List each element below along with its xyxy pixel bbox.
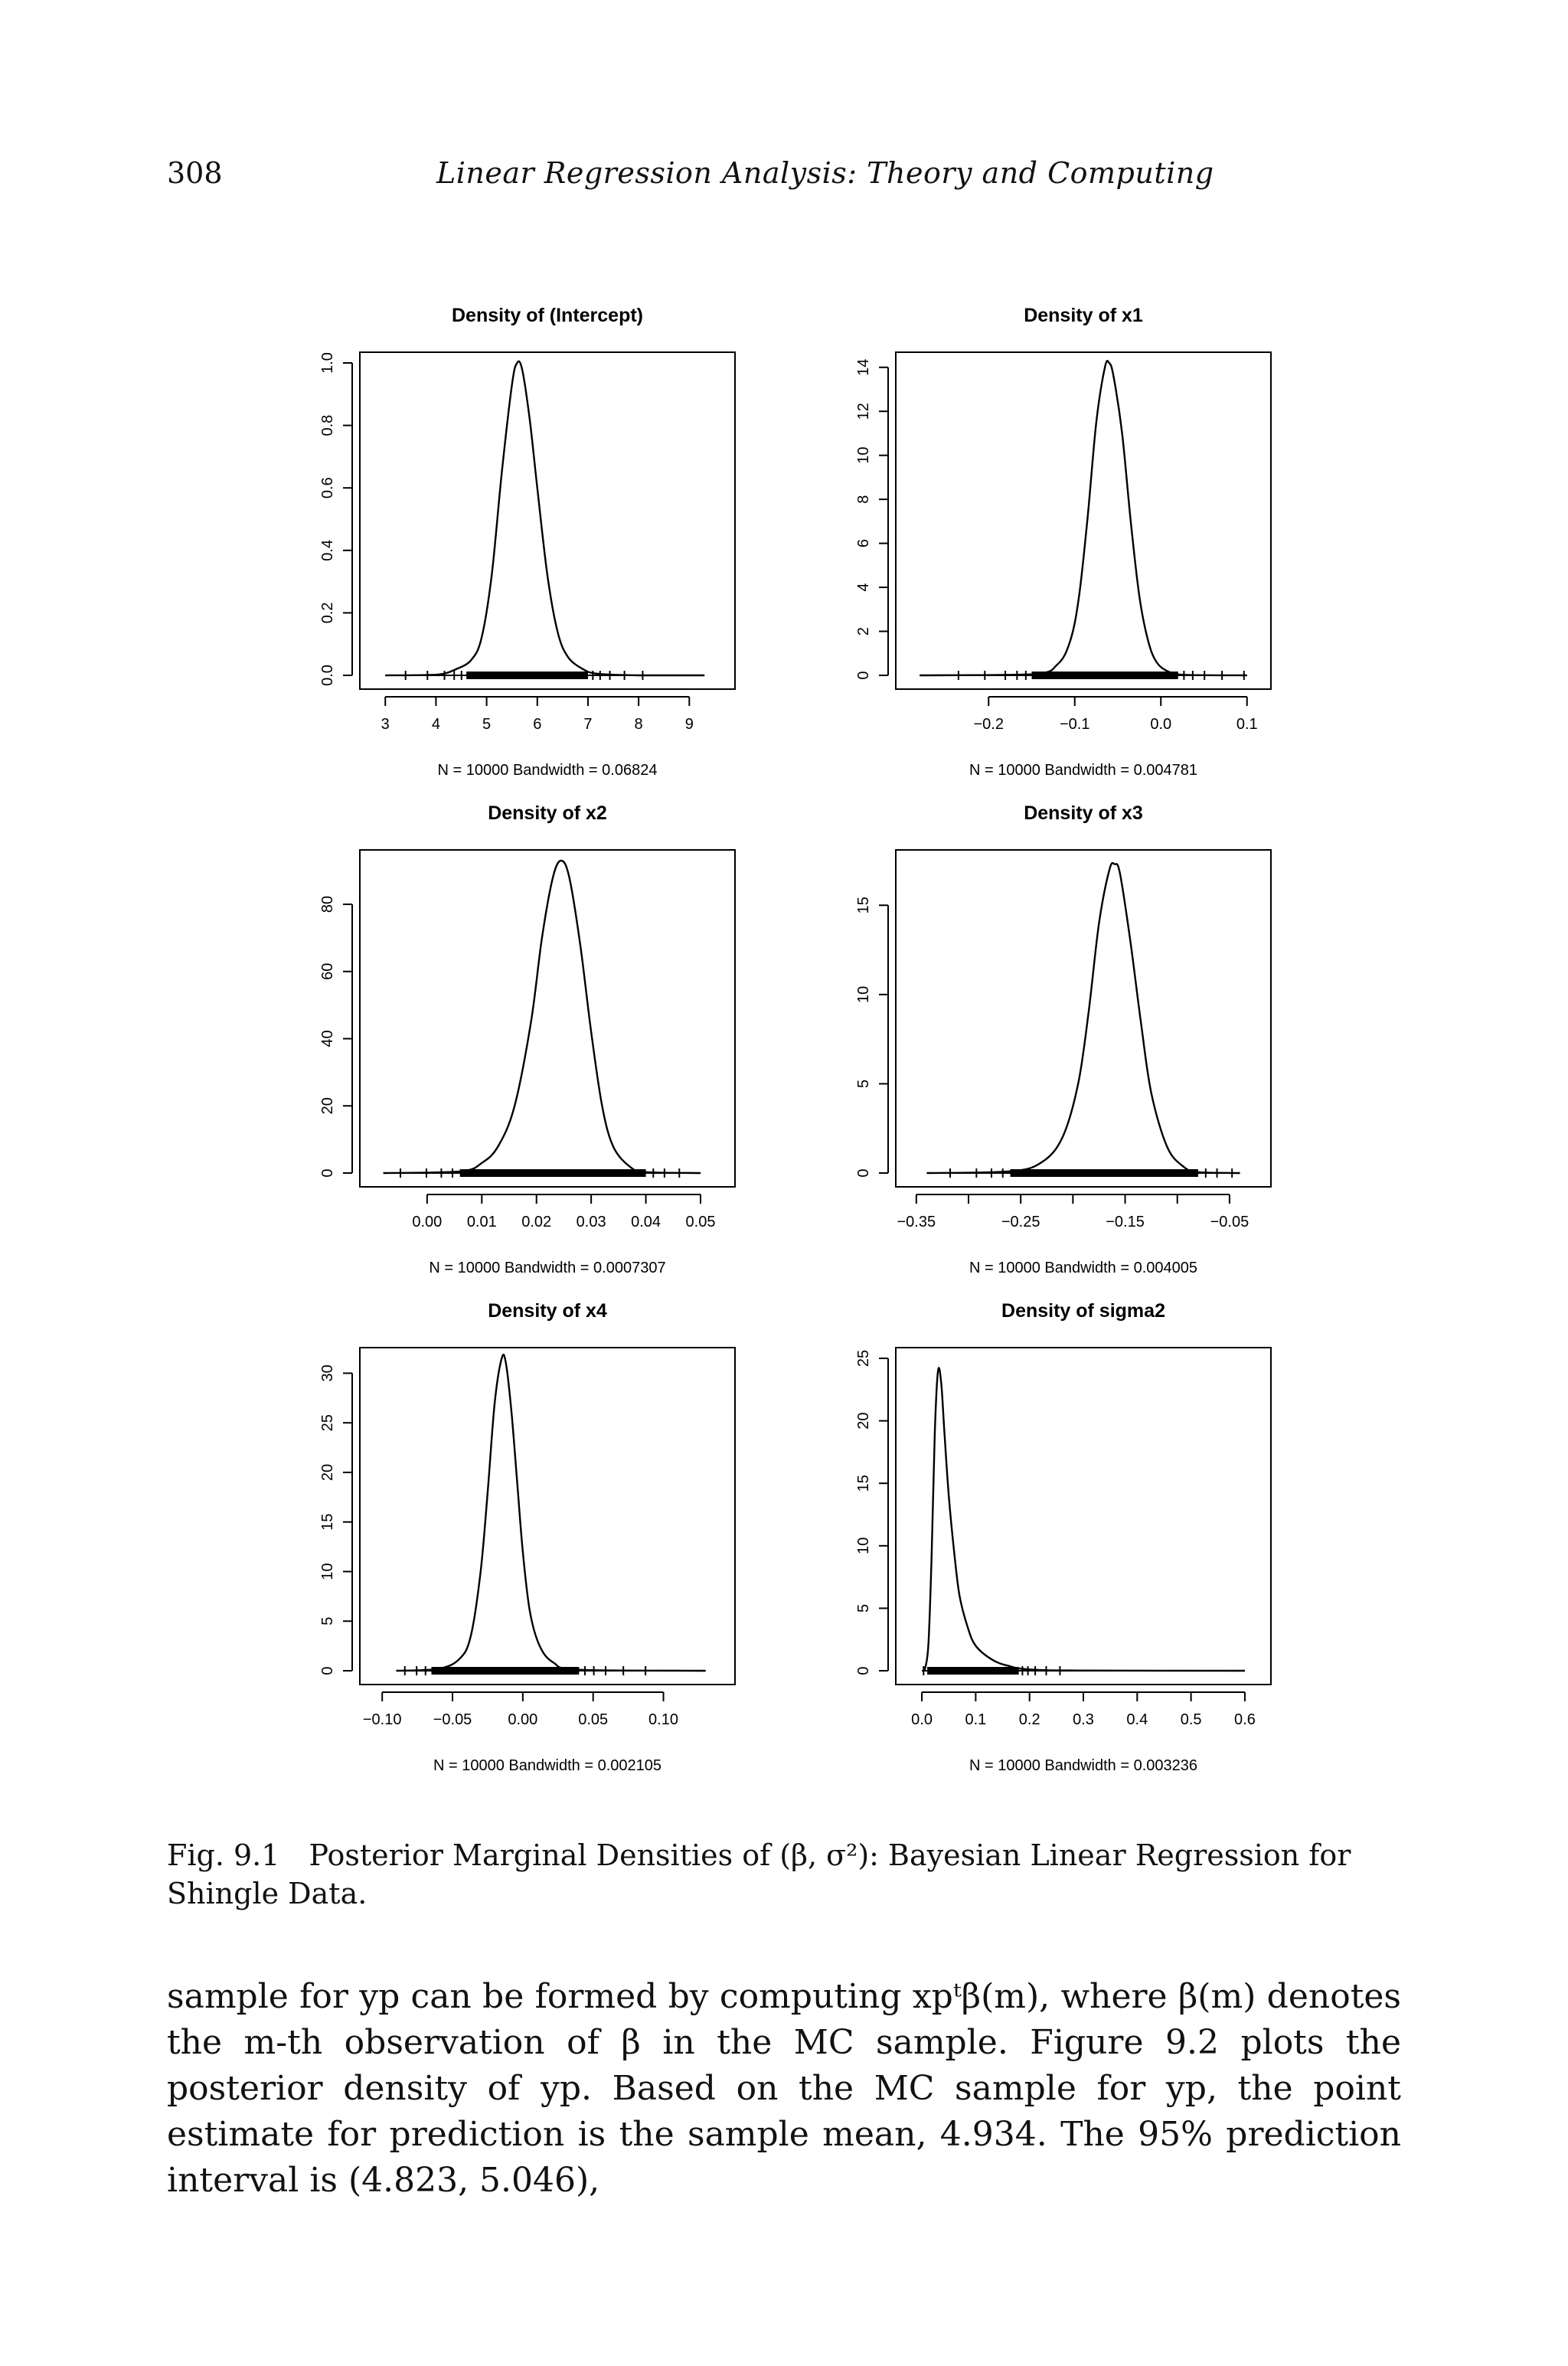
y-tick-label: 30	[319, 1364, 336, 1382]
y-tick-label: 40	[319, 1030, 336, 1047]
density-plot-x2	[291, 789, 766, 1286]
x-axis-label: N = 10000 Bandwidth = 0.003236	[969, 1757, 1198, 1774]
y-tick-label: 12	[855, 403, 872, 420]
x-tick-label: 4	[431, 716, 440, 733]
x-tick-label: 9	[684, 716, 694, 733]
y-tick-label: 2	[855, 626, 872, 636]
y-tick-label: 0	[855, 1666, 872, 1675]
x-tick-label: 0.6	[1234, 1711, 1256, 1728]
y-tick-label: 0.8	[319, 414, 336, 436]
x-tick-label: 6	[533, 716, 542, 733]
figure-label: Fig. 9.1	[167, 1838, 280, 1872]
y-tick-label: 15	[855, 897, 872, 914]
density-curve	[920, 361, 1247, 675]
plot-title: Density of x4	[488, 1300, 607, 1322]
rug-dense-band	[927, 1667, 1019, 1675]
y-tick-label: 5	[855, 1079, 872, 1088]
x-tick-label: 5	[482, 716, 492, 733]
x-tick-label: 0.00	[412, 1214, 443, 1230]
density-panel-x4	[291, 1286, 766, 1784]
y-tick-label: 25	[855, 1349, 872, 1368]
x-tick-label: 0.01	[466, 1214, 497, 1230]
plot-title: Density of sigma2	[1001, 1300, 1165, 1322]
y-tick-label: 15	[855, 1475, 872, 1492]
plot-frame	[896, 1348, 1271, 1685]
density-plot-sigma2	[827, 1286, 1302, 1784]
plot-frame	[360, 1348, 735, 1685]
y-tick-label: 80	[319, 895, 336, 913]
y-tick-label: 10	[855, 1537, 872, 1554]
plot-frame	[896, 352, 1271, 689]
x-axis-label: N = 10000 Bandwidth = 0.004781	[969, 762, 1198, 779]
y-tick-label: 8	[855, 495, 872, 504]
x-tick-label: 0.5	[1180, 1711, 1202, 1728]
page-number: 308	[167, 156, 223, 190]
y-tick-label: 15	[319, 1513, 336, 1531]
x-axis-label: N = 10000 Bandwidth = 0.004005	[969, 1260, 1198, 1276]
plot-title: Density of x1	[1024, 305, 1143, 326]
density-panel-sigma2	[827, 1286, 1302, 1784]
rug-dense-band	[1032, 672, 1178, 679]
x-tick-label: 0.05	[578, 1711, 609, 1728]
x-tick-label: −0.1	[1060, 716, 1090, 733]
y-tick-label: 0	[319, 1168, 336, 1178]
x-axis-label: N = 10000 Bandwidth = 0.0007307	[429, 1260, 666, 1276]
y-tick-label: 0.2	[319, 602, 336, 624]
y-tick-label: 20	[319, 1463, 336, 1482]
x-tick-label: 0.03	[576, 1214, 606, 1230]
density-plot-intercept	[291, 291, 766, 789]
x-tick-label: 0.1	[1236, 716, 1258, 733]
y-tick-label: 0.4	[319, 539, 336, 561]
x-tick-label: 0.4	[1126, 1711, 1148, 1728]
density-panel-intercept	[291, 291, 766, 789]
x-tick-label: 3	[381, 716, 390, 733]
y-tick-label: 6	[855, 539, 872, 548]
density-panel-x2	[291, 789, 766, 1286]
x-tick-label: −0.05	[1210, 1214, 1250, 1230]
x-tick-label: 0.3	[1073, 1711, 1094, 1728]
density-curve	[397, 1355, 706, 1671]
density-panel-x3	[827, 789, 1302, 1286]
x-tick-label: 0.00	[508, 1711, 538, 1728]
plot-title: Density of x3	[1024, 802, 1143, 824]
plot-title: Density of (Intercept)	[451, 305, 644, 326]
rug-dense-band	[1011, 1169, 1198, 1177]
y-tick-label: 25	[319, 1414, 336, 1432]
y-tick-label: 4	[855, 583, 872, 592]
density-curve	[384, 861, 701, 1173]
y-tick-label: 0	[855, 1168, 872, 1178]
plot-title: Density of x2	[488, 802, 607, 824]
rug-dense-band	[466, 672, 588, 679]
y-tick-label: 5	[855, 1603, 872, 1613]
x-tick-label: −0.15	[1106, 1214, 1145, 1230]
caption-text: Posterior Marginal Densities of (β, σ²): Bayesian Linear Regression for Shingle Data.	[167, 1838, 1351, 1910]
y-tick-label: 1.0	[319, 352, 336, 374]
y-tick-label: 5	[319, 1616, 336, 1626]
x-tick-label: −0.25	[1001, 1214, 1040, 1230]
x-axis-label: N = 10000 Bandwidth = 0.002105	[433, 1757, 662, 1774]
rug-dense-band	[431, 1667, 579, 1675]
y-tick-label: 14	[855, 358, 872, 376]
y-tick-label: 20	[855, 1412, 872, 1430]
density-curve	[925, 1368, 1245, 1671]
x-tick-label: 0.2	[1018, 1711, 1040, 1728]
x-tick-label: 0.04	[631, 1214, 662, 1230]
y-tick-label: 0	[855, 671, 872, 680]
y-tick-label: 0	[319, 1666, 336, 1675]
x-tick-label: 0.0	[1150, 716, 1172, 733]
x-tick-label: −0.10	[362, 1711, 402, 1728]
density-plot-x3	[827, 789, 1302, 1286]
running-head: Linear Regression Analysis: Theory and Computing	[436, 156, 1214, 190]
y-tick-label: 10	[855, 446, 872, 464]
rug-dense-band	[460, 1169, 646, 1177]
density-curve	[926, 863, 1240, 1173]
density-panel-x1	[827, 291, 1302, 789]
x-tick-label: 0.10	[648, 1711, 678, 1728]
x-tick-label: 7	[583, 716, 593, 733]
y-tick-label: 20	[319, 1097, 336, 1115]
figure-grid	[291, 291, 1286, 1792]
density-curve	[385, 361, 704, 675]
x-tick-label: −0.35	[897, 1214, 936, 1230]
x-axis-label: N = 10000 Bandwidth = 0.06824	[437, 762, 658, 779]
density-plot-x4	[291, 1286, 766, 1784]
x-tick-label: 0.1	[965, 1711, 987, 1728]
plot-frame	[896, 850, 1271, 1187]
x-tick-label: 0.02	[521, 1214, 552, 1230]
body-paragraph: sample for yp can be formed by computing xpᵗβ(m), where β(m) denotes the m-th observation of β in the MC sample. Figure 9.2 plots the posterior density of yp. Based on the MC sample for yp, the point estimate for prediction is the sample mean, 4.934. The 95% prediction interval is (4.823, 5.046),	[167, 1977, 1401, 2200]
x-tick-label: 8	[634, 716, 643, 733]
y-tick-label: 10	[855, 985, 872, 1003]
y-tick-label: 0.0	[319, 665, 336, 686]
figure-caption	[167, 1836, 1401, 1913]
x-tick-label: 0.0	[911, 1711, 933, 1728]
x-tick-label: 0.05	[685, 1214, 716, 1230]
density-plot-x1	[827, 291, 1302, 789]
y-tick-label: 60	[319, 962, 336, 980]
plot-frame	[360, 352, 735, 689]
y-tick-label: 10	[319, 1563, 336, 1580]
x-tick-label: −0.05	[433, 1711, 472, 1728]
x-tick-label: −0.2	[973, 716, 1004, 733]
y-tick-label: 0.6	[319, 477, 336, 499]
